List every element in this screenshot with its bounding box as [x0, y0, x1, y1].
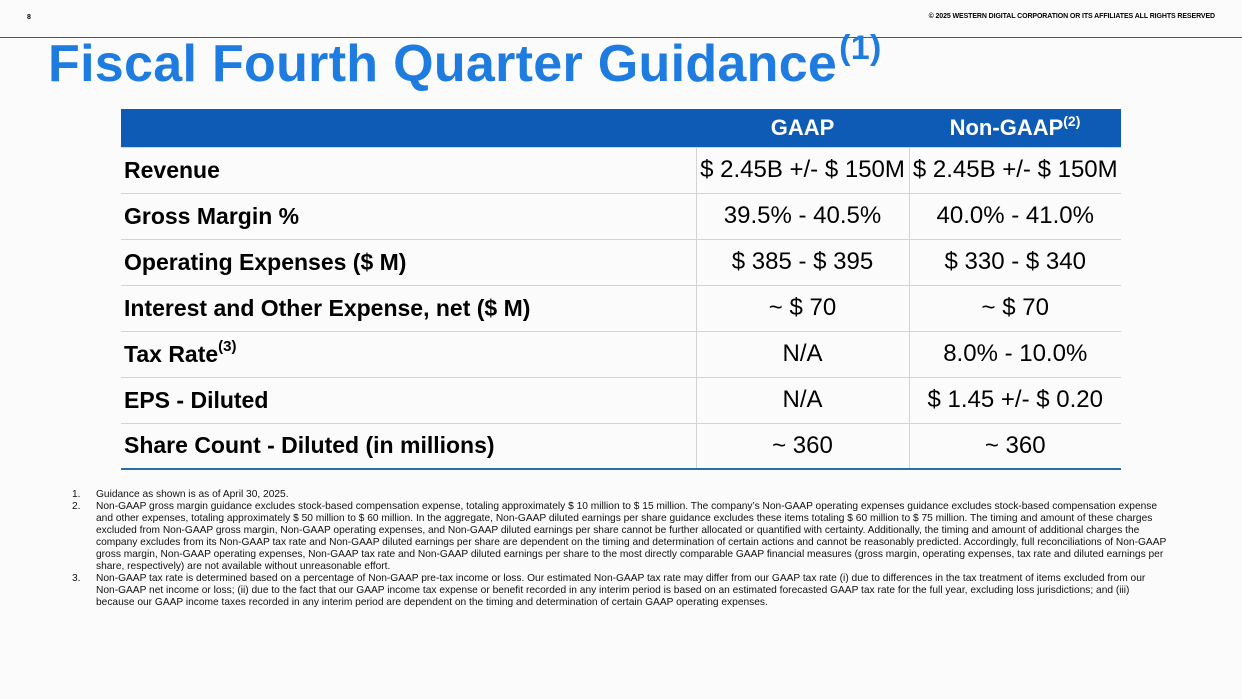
row-label-text: Share Count - Diluted (in millions) — [124, 432, 495, 459]
footnote-text: Non-GAAP gross margin guidance excludes stock-based compensation expense, totaling approximately $ 10 million to $ 15 million. The company’s Non-GAAP operating expenses guidance excludes stock-based compensation expense and other expenses, totaling approximately $ 50 million to $ 60 million. In the aggregate, Non-GAAP diluted earnings per share guidance excludes these items totaling $ 60 million to $ 75 million. The timing and amount of these charges excluded from Non-GAAP gross margin, Non-GAAP operating expenses, and Non-GAAP diluted earnings per share cannot be further allocated or quantified with certainty. Additionally, the timing and amount of additional charges the company excludes from its Non-GAAP tax rate and Non-GAAP diluted earnings per share are dependent on the timing and determination of certain actions and cannot be reasonably predicted. Accordingly, full reconciliations of Non-GAAP gross margin, Non-GAAP operating expenses, Non-GAAP tax rate and Non-GAAP diluted earnings per share to the most directly comparable GAAP financial measures (gross margin, operating expenses, tax rate and diluted earnings per share, respectively) are not available without unreasonable effort. — [96, 501, 1167, 572]
row-label-text: EPS - Diluted — [124, 386, 269, 413]
row-label-text: Gross Margin % — [124, 202, 300, 229]
footnotes-list — [72, 489, 1167, 609]
row-label — [121, 331, 696, 377]
row-label — [121, 193, 696, 239]
guidance-table — [121, 109, 1121, 470]
row-label — [121, 147, 696, 193]
row-label — [121, 377, 696, 423]
gaap-value: $ 2.45B +/- $ 150M — [696, 147, 909, 193]
non-gaap-value: $ 330 - $ 340 — [909, 239, 1121, 285]
row-label-text: Tax Rate — [124, 340, 219, 367]
table-row — [121, 285, 1121, 331]
header-non-gaap-label: Non-GAAP — [949, 114, 1064, 140]
footnote-text: Non-GAAP tax rate is determined based on a percentage of Non-GAAP pre-tax income or loss. Our estimated Non-GAAP tax rate may differ from our GAAP tax rate (i) due to differences in the tax treatment of items excluded from our Non-GAAP net income or loss; (ii) due to the fact that our GAAP income tax expense or benefit recorded in any interim period is based on an estimated forecasted GAAP tax rate for the full year, excluding loss jurisdictions; and (iii) because our GAAP income taxes recorded in any interim period are dependent on the timing and determination of certain GAAP operating expenses. — [96, 573, 1146, 608]
footnote-item — [72, 573, 1167, 609]
gaap-value: N/A — [696, 331, 909, 377]
row-label — [121, 423, 696, 469]
page-title-text: Fiscal Fourth Quarter Guidance — [48, 35, 838, 93]
row-label-text: Interest and Other Expense, net ($ M) — [124, 294, 531, 321]
footnote-item — [72, 501, 1167, 573]
table-header-row — [121, 109, 1121, 147]
table-row — [121, 377, 1121, 423]
non-gaap-value: ~ $ 70 — [909, 285, 1121, 331]
footnote-number: 2. — [72, 501, 81, 512]
header-non-gaap — [909, 109, 1121, 147]
footnote-number: 1. — [72, 489, 81, 500]
gaap-value: ~ $ 70 — [696, 285, 909, 331]
gaap-value: 39.5% - 40.5% — [696, 193, 909, 239]
gaap-value: $ 385 - $ 395 — [696, 239, 909, 285]
header-non-gaap-footnote-mark: (2) — [1063, 112, 1081, 129]
table-row — [121, 239, 1121, 285]
table-row — [121, 193, 1121, 239]
copyright-notice: © 2025 WESTERN DIGITAL CORPORATION OR ITS AFFILIATES ALL RIGHTS RESERVED — [928, 13, 1215, 20]
table-row — [121, 331, 1121, 377]
non-gaap-value: ~ 360 — [909, 423, 1121, 469]
row-label — [121, 239, 696, 285]
footnote-number: 3. — [72, 573, 81, 584]
non-gaap-value: $ 1.45 +/- $ 0.20 — [909, 377, 1121, 423]
page-title — [48, 29, 882, 94]
header-metric-column — [121, 109, 696, 147]
row-label-text: Operating Expenses ($ M) — [124, 248, 407, 275]
row-footnote-mark: (3) — [218, 337, 237, 355]
page-number: 8 — [27, 14, 31, 21]
table-row — [121, 423, 1121, 469]
non-gaap-value: 40.0% - 41.0% — [909, 193, 1121, 239]
gaap-value: ~ 360 — [696, 423, 909, 469]
non-gaap-value: $ 2.45B +/- $ 150M — [909, 147, 1121, 193]
row-label-text: Revenue — [124, 156, 220, 183]
non-gaap-value: 8.0% - 10.0% — [909, 331, 1121, 377]
gaap-value: N/A — [696, 377, 909, 423]
row-label — [121, 285, 696, 331]
footnote-item — [72, 489, 1167, 501]
table-row — [121, 147, 1121, 193]
title-footnote-mark: (1) — [839, 29, 882, 67]
footnote-text: Guidance as shown is as of April 30, 2025. — [96, 489, 289, 500]
header-gaap: GAAP — [770, 114, 835, 140]
